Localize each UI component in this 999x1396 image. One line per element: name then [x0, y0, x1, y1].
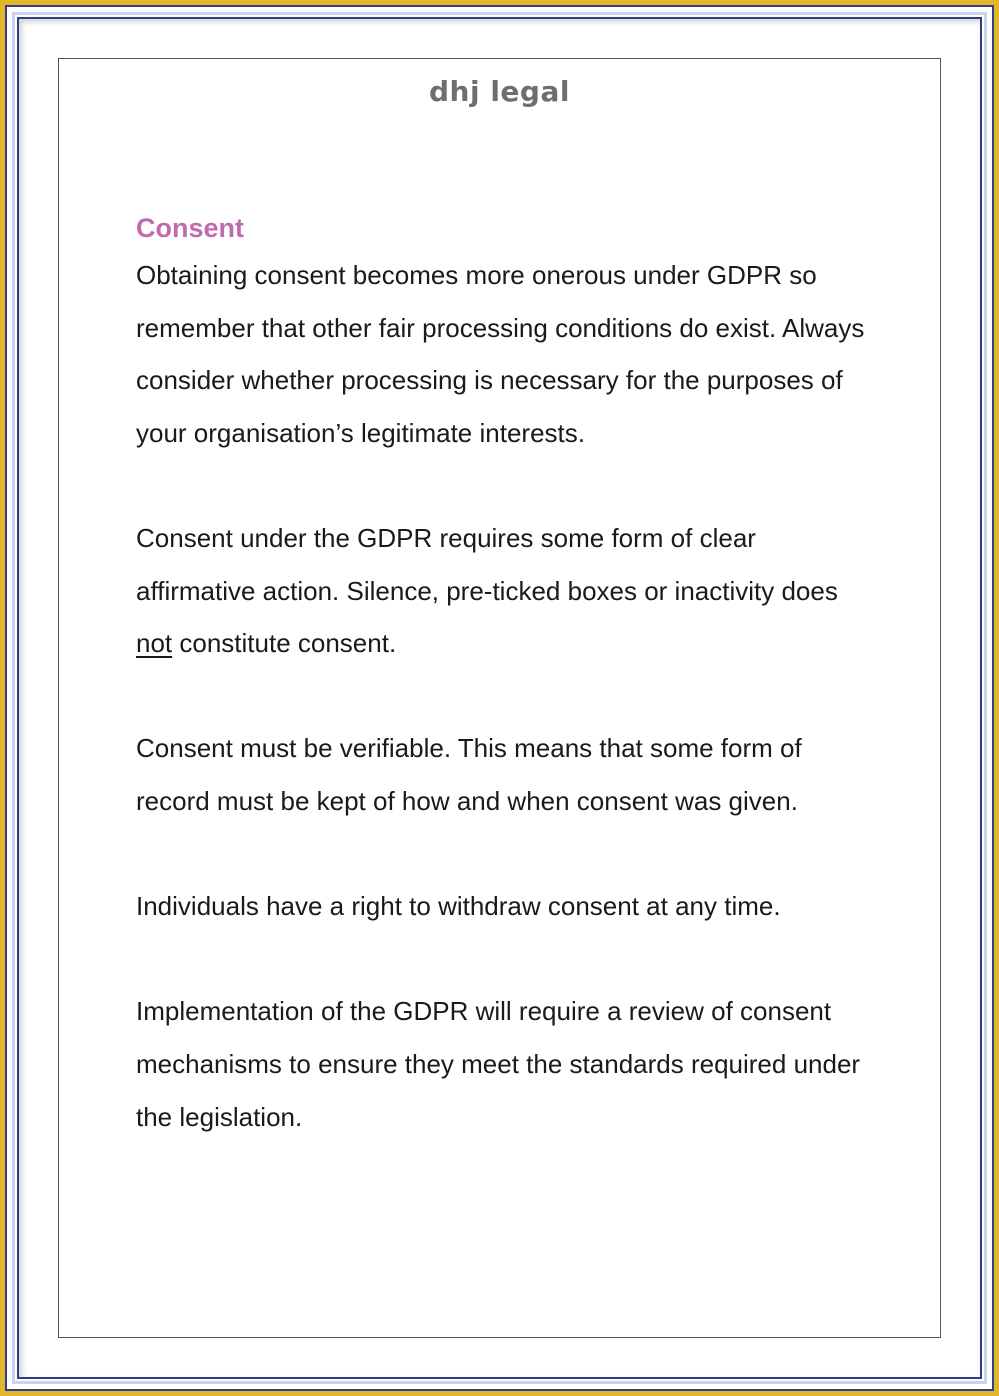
document-page: [58, 58, 941, 1338]
paragraph-text-after: constitute consent.: [172, 628, 397, 659]
paragraph-text-before: Consent under the GDPR requires some form of clear affirmative action. Silence, pre-ticked boxes or inactivity does: [136, 522, 838, 606]
document-body: [136, 207, 876, 1196]
underlined-word: not: [136, 628, 173, 659]
paragraph-affirmative-action: [136, 512, 876, 670]
paragraph-withdraw: Individuals have a right to withdraw consent at any time.: [136, 891, 781, 922]
paragraph-obtaining-consent: Obtaining consent becomes more onerous under GDPR so remember that other fair processing conditions do exist. Always consider whether processing is necessary for the purposes of your organisation’s legitimate interests.: [136, 260, 865, 448]
brand-logo: dhj legal: [429, 75, 570, 108]
section-heading: Consent: [136, 213, 244, 243]
paragraph-verifiable: Consent must be verifiable. This means that some form of record must be kept of how and when consent was given.: [136, 733, 802, 816]
paragraph-implementation: Implementation of the GDPR will require a review of consent mechanisms to ensure they meet the standards required under the legislation.: [136, 996, 861, 1132]
